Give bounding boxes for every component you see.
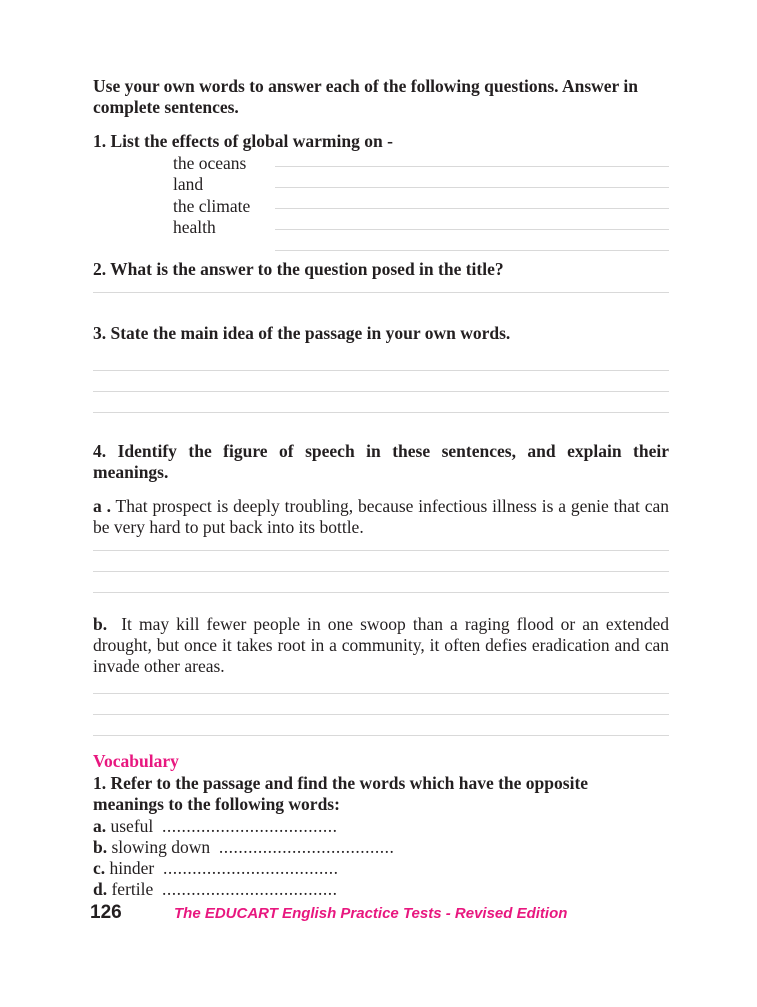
instructions: Use your own words to answer each of the following questions. Answer in complete sentences.: [93, 76, 638, 117]
vocabulary-heading: Vocabulary: [93, 751, 179, 771]
answer-line: [275, 208, 669, 209]
vocab-label: b.: [93, 837, 108, 857]
answer-line: [93, 391, 669, 392]
q1-item-oceans: the oceans: [173, 153, 247, 173]
vocab-word: fertile: [111, 879, 154, 899]
answer-line: [93, 735, 669, 736]
question-2: 2. What is the answer to the question posed in the title?: [93, 259, 504, 279]
vocab-word: slowing down: [111, 837, 211, 857]
answer-line: [93, 571, 669, 572]
q4-label-b: b.: [93, 614, 108, 634]
answer-line: [93, 412, 669, 413]
q4-label-a: a .: [93, 496, 111, 516]
vocab-item-b: [93, 837, 394, 858]
question-3: 3. State the main idea of the passage in your own words.: [93, 323, 511, 343]
q4-text-b: It may kill fewer people in one swoop than a raging flood or an extended drought, but once it takes root in a community, it often defies eradication and can invade other areas.: [93, 614, 669, 676]
answer-line: [275, 250, 669, 251]
vocab-blank: ....................................: [163, 858, 339, 878]
vocab-word: hinder: [109, 858, 155, 878]
answer-line: [275, 166, 669, 167]
vocab-item-d: [93, 879, 338, 900]
vocab-blank: ....................................: [218, 837, 395, 857]
vocab-item-c: [93, 858, 339, 879]
q4-text-a: That prospect is deeply troubling, because infectious illness is a genie that can be very hard to put back into its bottle.: [93, 496, 670, 537]
answer-line: [275, 187, 669, 188]
answer-line: [93, 370, 669, 371]
vocab-label: d.: [93, 879, 108, 899]
answer-line: [93, 292, 669, 293]
vocab-label: a.: [93, 816, 107, 836]
q1-item-health: health: [173, 217, 216, 237]
answer-line: [93, 550, 669, 551]
answer-line: [275, 229, 669, 230]
page-number: 126: [90, 902, 122, 923]
q1-item-land: land: [173, 174, 204, 194]
question-4: 4. Identify the figure of speech in these sentences, and explain their meanings.: [93, 441, 669, 482]
footer-title: The EDUCART English Practice Tests - Revised Edition: [174, 905, 568, 922]
answer-line: [93, 714, 669, 715]
q1-item-climate: the climate: [173, 196, 251, 216]
answer-line: [93, 592, 669, 593]
vocab-label: c.: [93, 858, 106, 878]
vocabulary-question-1: 1. Refer to the passage and find the words which have the opposite meanings to the following words:: [93, 773, 589, 814]
vocab-item-a: [93, 816, 338, 837]
answer-line: [93, 693, 669, 694]
vocab-blank: ....................................: [162, 816, 338, 836]
vocab-word: useful: [110, 816, 154, 836]
q4-sentence-a: [93, 496, 669, 538]
vocab-blank: ....................................: [162, 879, 338, 899]
q4-sentence-b: [93, 614, 669, 677]
question-1: 1. List the effects of global warming on -: [93, 131, 393, 151]
